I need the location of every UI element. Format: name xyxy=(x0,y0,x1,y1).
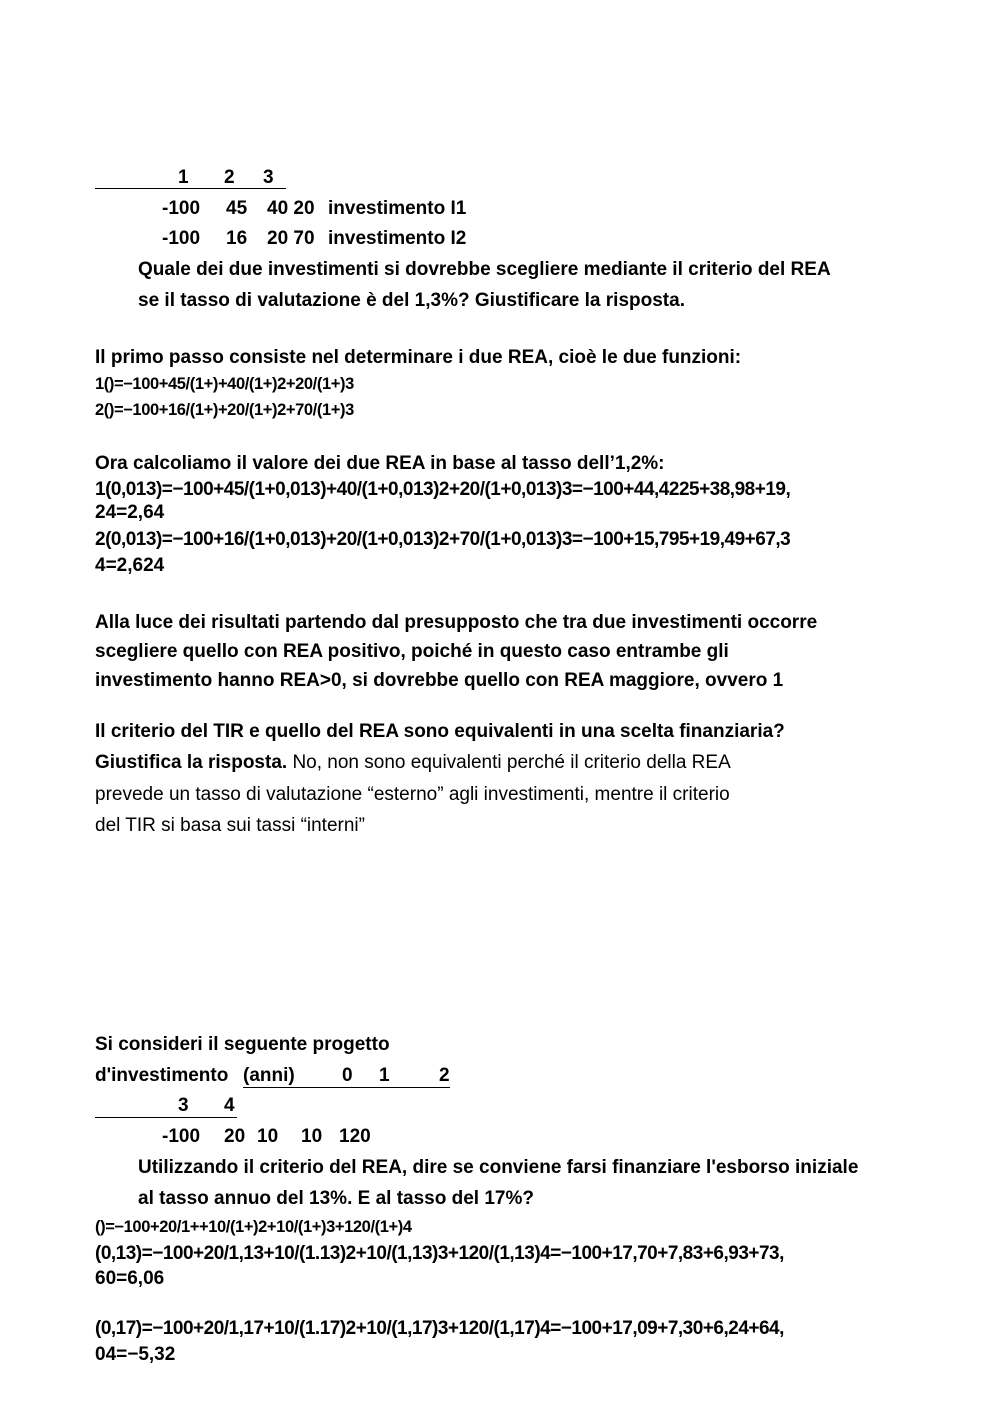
ex2-header-2: 2 xyxy=(439,1065,450,1086)
ex2-header-1: 1 xyxy=(379,1065,390,1086)
header-col-1: 1 xyxy=(178,167,189,188)
ex2-calc-13-line-1: (0,13)=−100+20/1,13+10/(1.13)2+10/(1,13)3+120/(1,13)4=−100+17,70+7,83+6,93+73, xyxy=(95,1243,784,1264)
tir-question-justify: Giustifica la risposta. xyxy=(95,752,288,773)
row1-value-c: 40 20 xyxy=(267,198,315,219)
row2-value-b: 16 xyxy=(226,228,248,249)
formula-rea-1: 1()=−100+45/(1+)+40/(1+)2+20/(1+)3 xyxy=(95,375,354,393)
ex2-header-rule-bottom xyxy=(95,1117,237,1118)
tir-question-line-2 xyxy=(95,751,731,775)
row1-value-a: -100 xyxy=(162,198,201,219)
tir-answer-start: No, non sono equivalenti perché il criterio della REA xyxy=(292,752,731,773)
header-col-2: 2 xyxy=(224,167,235,188)
ex2-calc-13-line-2: 60=6,06 xyxy=(95,1268,165,1289)
row2-label: investimento I2 xyxy=(328,228,467,249)
ex2-row-value-b: 20 xyxy=(224,1126,246,1147)
ex2-header-0: 0 xyxy=(342,1065,353,1086)
ex2-row-value-a: -100 xyxy=(162,1126,201,1147)
ex2-intro-line-1: Si consideri il seguente progetto xyxy=(95,1034,390,1055)
tir-question-line-1: Il criterio del TIR e quello del REA sono equivalenti in una scelta finanziaria? xyxy=(95,721,785,742)
ex2-row-value-c: 10 xyxy=(257,1126,279,1147)
ex1-question-line-1: Quale dei due investimenti si dovrebbe scegliere mediante il criterio del REA xyxy=(138,259,831,280)
row1-value-b: 45 xyxy=(226,198,248,219)
tir-answer-line-3: del TIR si basa sui tassi “interni” xyxy=(95,815,365,836)
row1-label: investimento I1 xyxy=(328,198,467,219)
ex2-question-line-1: Utilizzando il criterio del REA, dire se conviene farsi finanziare l'esborso iniziale xyxy=(138,1157,859,1178)
ex2-header-3: 3 xyxy=(178,1095,189,1116)
ex2-question-line-2: al tasso annuo del 13%. E al tasso del 17%? xyxy=(138,1188,534,1209)
calc-rea-1-line-1: 1(0,013)=−100+45/(1+0,013)+40/(1+0,013)2+20/(1+0,013)3=−100+44,4225+38,98+19, xyxy=(95,479,791,500)
ex2-calc-17-line-1: (0,17)=−100+20/1,17+10/(1.17)2+10/(1,17)3+120/(1,17)4=−100+17,09+7,30+6,24+64, xyxy=(95,1318,784,1339)
conclusion-line-3: investimento hanno REA>0, si dovrebbe quello con REA maggiore, ovvero 1 xyxy=(95,670,784,691)
row2-value-c: 20 70 xyxy=(267,228,315,249)
ex2-anni-label: (anni) xyxy=(243,1065,295,1086)
table-header-rule xyxy=(95,188,286,189)
ex2-formula: ()=−100+20/1++10/(1+)2+10/(1+)3+120/(1+)4 xyxy=(95,1218,412,1236)
conclusion-line-1: Alla luce dei risultati partendo dal presupposto che tra due investimenti occorre xyxy=(95,612,818,633)
conclusion-line-2: scegliere quello con REA positivo, poiché in questo caso entrambe gli xyxy=(95,641,729,662)
ex2-header-4: 4 xyxy=(224,1095,235,1116)
calc-rea-2-line-2: 4=2,624 xyxy=(95,555,165,576)
ex2-calc-17-line-2: 04=−5,32 xyxy=(95,1344,176,1365)
calc-rea-2-line-1: 2(0,013)=−100+16/(1+0,013)+20/(1+0,013)2+70/(1+0,013)3=−100+15,795+19,49+67,3 xyxy=(95,529,791,550)
ex1-question-line-2: se il tasso di valutazione è del 1,3%? Giustificare la risposta. xyxy=(138,290,685,311)
step2-intro: Ora calcoliamo il valore dei due REA in base al tasso dell’1,2%: xyxy=(95,453,665,474)
header-col-3: 3 xyxy=(263,167,274,188)
ex2-row-value-d: 10 xyxy=(301,1126,323,1147)
formula-rea-2: 2()=−100+16/(1+)+20/(1+)2+70/(1+)3 xyxy=(95,401,354,419)
tir-answer-line-2: prevede un tasso di valutazione “esterno” agli investimenti, mentre il criterio xyxy=(95,784,730,805)
ex2-intro-prefix: d'investimento xyxy=(95,1065,229,1086)
ex2-row-value-e: 120 xyxy=(339,1126,371,1147)
calc-rea-1-line-2: 24=2,64 xyxy=(95,502,165,523)
step1-intro: Il primo passo consiste nel determinare i due REA, cioè le due funzioni: xyxy=(95,347,742,368)
row2-value-a: -100 xyxy=(162,228,201,249)
